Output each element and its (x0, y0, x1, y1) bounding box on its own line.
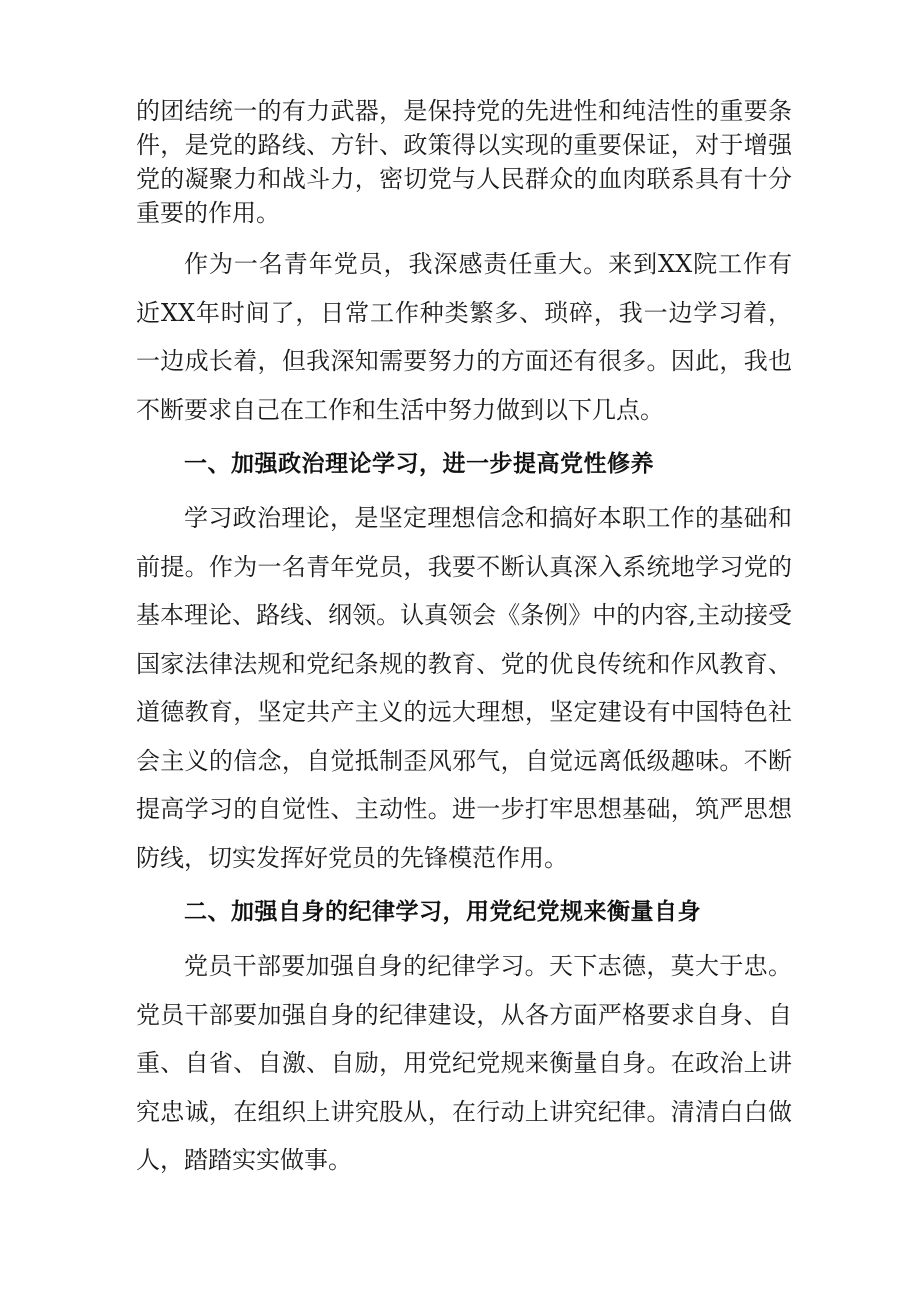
spacer (136, 230, 792, 240)
paragraph-continued: 的团结统一的有力武器，是保持党的先进性和纯洁性的重要条件，是党的路线、方针、政策得以实现的重要保证，对于增强党的凝聚力和战斗力，密切党与人民群众的血肉联系具有十分重要的作用。 (136, 97, 792, 227)
paragraph-intro: 作为一名青年党员，我深感责任重大。来到XX院工作有近XX年时间了，日常工作种类繁多、琐碎，我一边学习着，一边成长着，但我深知需要努力的方面还有很多。因此，我也不断要求自己在工作和生活中努力做到以下几点。 (136, 250, 792, 424)
document-body (136, 94, 792, 1185)
section-2-heading: 二、加强自身的纪律学习，用党纪党规来衡量自身 (184, 899, 701, 925)
section-1-heading: 一、加强政治理论学习，进一步提高党性修养 (184, 451, 654, 477)
section-2-body: 党员干部要加强自身的纪律学习。天下志德，莫大于忠。党员干部要加强自身的纪律建设，从各方面严格要求自身、自重、自省、自激、自励，用党纪党规来衡量自身。在政治上讲究忠诚，在组织上讲究股从，在行动上讲究纪律。清清白白做人，踏踏实实做事。 (136, 952, 792, 1174)
section-1-body: 学习政治理论，是坚定理想信念和搞好本职工作的基础和前提。作为一名青年党员，我要不断认真深入系统地学习党的基本理论、路线、纲领。认真领会《条例》中的内容,主动接受国家法律法规和党纪条规的教育、党的优良传统和作风教育、道德教育，坚定共产主义的远大理想，坚定建设有中国特色社会主义的信念，自觉抵制歪风邪气，自觉远离低级趣味。不断提高学习的自觉性、主动性。进一步打牢思想基础，筑严思想防线，切实发挥好党员的先锋模范作用。 (136, 504, 792, 872)
